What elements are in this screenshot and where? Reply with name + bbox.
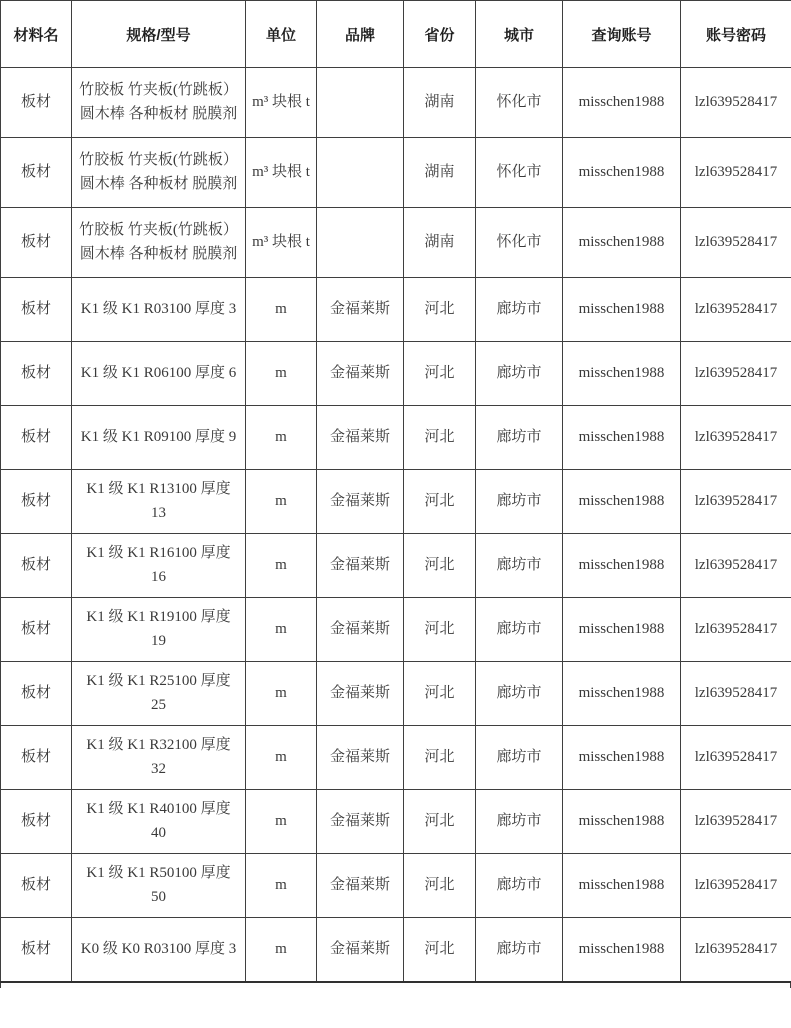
cell-brand [317,208,404,278]
cell-spec: K1 级 K1 R32100 厚度 32 [72,726,246,790]
cell-spec: 竹胶板 竹夹板(竹跳板） 圆木棒 各种板材 脱膜剂 [72,138,246,208]
cell-city: 廊坊市 [476,278,563,342]
cell-unit: m [246,406,317,470]
cell-account: misschen1988 [563,68,681,138]
cell-unit: m [246,790,317,854]
cell-material: 板材 [1,534,72,598]
cell-spec: 竹胶板 竹夹板(竹跳板） 圆木棒 各种板材 脱膜剂 [72,208,246,278]
cell-brand: 金福莱斯 [317,406,404,470]
cell-password: lzl639528417 [681,406,791,470]
cell-brand: 金福莱斯 [317,278,404,342]
cell-material: 板材 [1,406,72,470]
cell-city: 怀化市 [476,138,563,208]
cell-unit: m³ 块根 t [246,208,317,278]
cell-brand: 金福莱斯 [317,470,404,534]
cell-unit: m [246,918,317,982]
cell-material: 板材 [1,342,72,406]
cell-brand: 金福莱斯 [317,662,404,726]
cell-unit: m [246,278,317,342]
cell-account: misschen1988 [563,534,681,598]
table-row [1,726,791,790]
cell-material: 板材 [1,68,72,138]
cell-spec: K1 级 K1 R13100 厚度 13 [72,470,246,534]
cell-city: 廊坊市 [476,790,563,854]
cell-province: 河北 [404,470,476,534]
cell-province: 河北 [404,342,476,406]
cell-account: misschen1988 [563,342,681,406]
column-header-city: 城市 [476,1,563,68]
cell-password: lzl639528417 [681,342,791,406]
cell-brand: 金福莱斯 [317,854,404,918]
cell-brand: 金福莱斯 [317,726,404,790]
column-header-password: 账号密码 [681,1,791,68]
cell-material: 板材 [1,790,72,854]
cell-city: 廊坊市 [476,406,563,470]
cell-spec: K0 级 K0 R03100 厚度 3 [72,918,246,982]
table-header [1,1,791,68]
cell-unit: m [246,342,317,406]
cell-province: 河北 [404,854,476,918]
cell-city: 廊坊市 [476,726,563,790]
cell-spec: K1 级 K1 R03100 厚度 3 [72,278,246,342]
cell-account: misschen1988 [563,278,681,342]
cell-password: lzl639528417 [681,208,791,278]
column-header-account: 查询账号 [563,1,681,68]
cell-unit: m [246,854,317,918]
cell-province: 河北 [404,662,476,726]
cell-spec: K1 级 K1 R06100 厚度 6 [72,342,246,406]
cell-city: 廊坊市 [476,662,563,726]
cell-unit: m [246,534,317,598]
cell-unit: m [246,662,317,726]
cell-spec: K1 级 K1 R40100 厚度 40 [72,790,246,854]
cell-province: 河北 [404,534,476,598]
cell-city: 廊坊市 [476,534,563,598]
cell-brand: 金福莱斯 [317,790,404,854]
cell-brand: 金福莱斯 [317,534,404,598]
cell-password: lzl639528417 [681,918,791,982]
table-row [1,470,791,534]
cell-password: lzl639528417 [681,726,791,790]
table-body [1,68,791,982]
cell-spec: 竹胶板 竹夹板(竹跳板） 圆木棒 各种板材 脱膜剂 [72,68,246,138]
cell-account: misschen1988 [563,138,681,208]
table-row [1,918,791,982]
cell-account: misschen1988 [563,854,681,918]
column-header-unit: 单位 [246,1,317,68]
cell-material: 板材 [1,918,72,982]
cell-province: 湖南 [404,208,476,278]
column-header-spec: 规格/型号 [72,1,246,68]
cell-spec: K1 级 K1 R25100 厚度 25 [72,662,246,726]
cell-city: 廊坊市 [476,854,563,918]
cell-material: 板材 [1,208,72,278]
cell-material: 板材 [1,278,72,342]
column-header-province: 省份 [404,1,476,68]
cell-account: misschen1988 [563,598,681,662]
cell-password: lzl639528417 [681,854,791,918]
cell-brand: 金福莱斯 [317,598,404,662]
table-row [1,662,791,726]
cell-city: 廊坊市 [476,598,563,662]
cell-password: lzl639528417 [681,790,791,854]
cell-password: lzl639528417 [681,138,791,208]
cell-material: 板材 [1,138,72,208]
cell-city: 廊坊市 [476,918,563,982]
table-row [1,138,791,208]
cell-city: 廊坊市 [476,342,563,406]
cell-province: 河北 [404,406,476,470]
cell-account: misschen1988 [563,470,681,534]
cell-password: lzl639528417 [681,662,791,726]
table-row [1,406,791,470]
cell-material: 板材 [1,598,72,662]
table-row [1,68,791,138]
cell-account: misschen1988 [563,208,681,278]
cell-unit: m [246,726,317,790]
cell-password: lzl639528417 [681,278,791,342]
cell-brand [317,68,404,138]
cell-spec: K1 级 K1 R16100 厚度 16 [72,534,246,598]
header-row [1,1,791,68]
table-row [1,278,791,342]
cell-province: 河北 [404,726,476,790]
cell-account: misschen1988 [563,790,681,854]
cell-unit: m³ 块根 t [246,138,317,208]
column-header-material: 材料名 [1,1,72,68]
cell-province: 河北 [404,278,476,342]
table-row [1,854,791,918]
cell-unit: m³ 块根 t [246,68,317,138]
cell-brand: 金福莱斯 [317,918,404,982]
cell-account: misschen1988 [563,662,681,726]
table-row [1,208,791,278]
cell-password: lzl639528417 [681,534,791,598]
cell-account: misschen1988 [563,406,681,470]
cell-material: 板材 [1,854,72,918]
cell-brand: 金福莱斯 [317,342,404,406]
cell-city: 怀化市 [476,208,563,278]
cell-password: lzl639528417 [681,470,791,534]
table-row [1,598,791,662]
cell-brand [317,138,404,208]
cell-province: 河北 [404,790,476,854]
cell-account: misschen1988 [563,918,681,982]
cell-password: lzl639528417 [681,68,791,138]
cell-city: 怀化市 [476,68,563,138]
cell-city: 廊坊市 [476,470,563,534]
cutoff-next-row [0,983,791,988]
cell-material: 板材 [1,726,72,790]
cell-province: 河北 [404,918,476,982]
cell-province: 湖南 [404,68,476,138]
cell-password: lzl639528417 [681,598,791,662]
cell-spec: K1 级 K1 R09100 厚度 9 [72,406,246,470]
table-row [1,790,791,854]
column-header-brand: 品牌 [317,1,404,68]
cell-spec: K1 级 K1 R19100 厚度 19 [72,598,246,662]
cell-province: 河北 [404,598,476,662]
cell-spec: K1 级 K1 R50100 厚度 50 [72,854,246,918]
cell-material: 板材 [1,470,72,534]
cell-unit: m [246,470,317,534]
cell-unit: m [246,598,317,662]
table-row [1,342,791,406]
cell-province: 湖南 [404,138,476,208]
cell-material: 板材 [1,662,72,726]
table-row [1,534,791,598]
cell-account: misschen1988 [563,726,681,790]
